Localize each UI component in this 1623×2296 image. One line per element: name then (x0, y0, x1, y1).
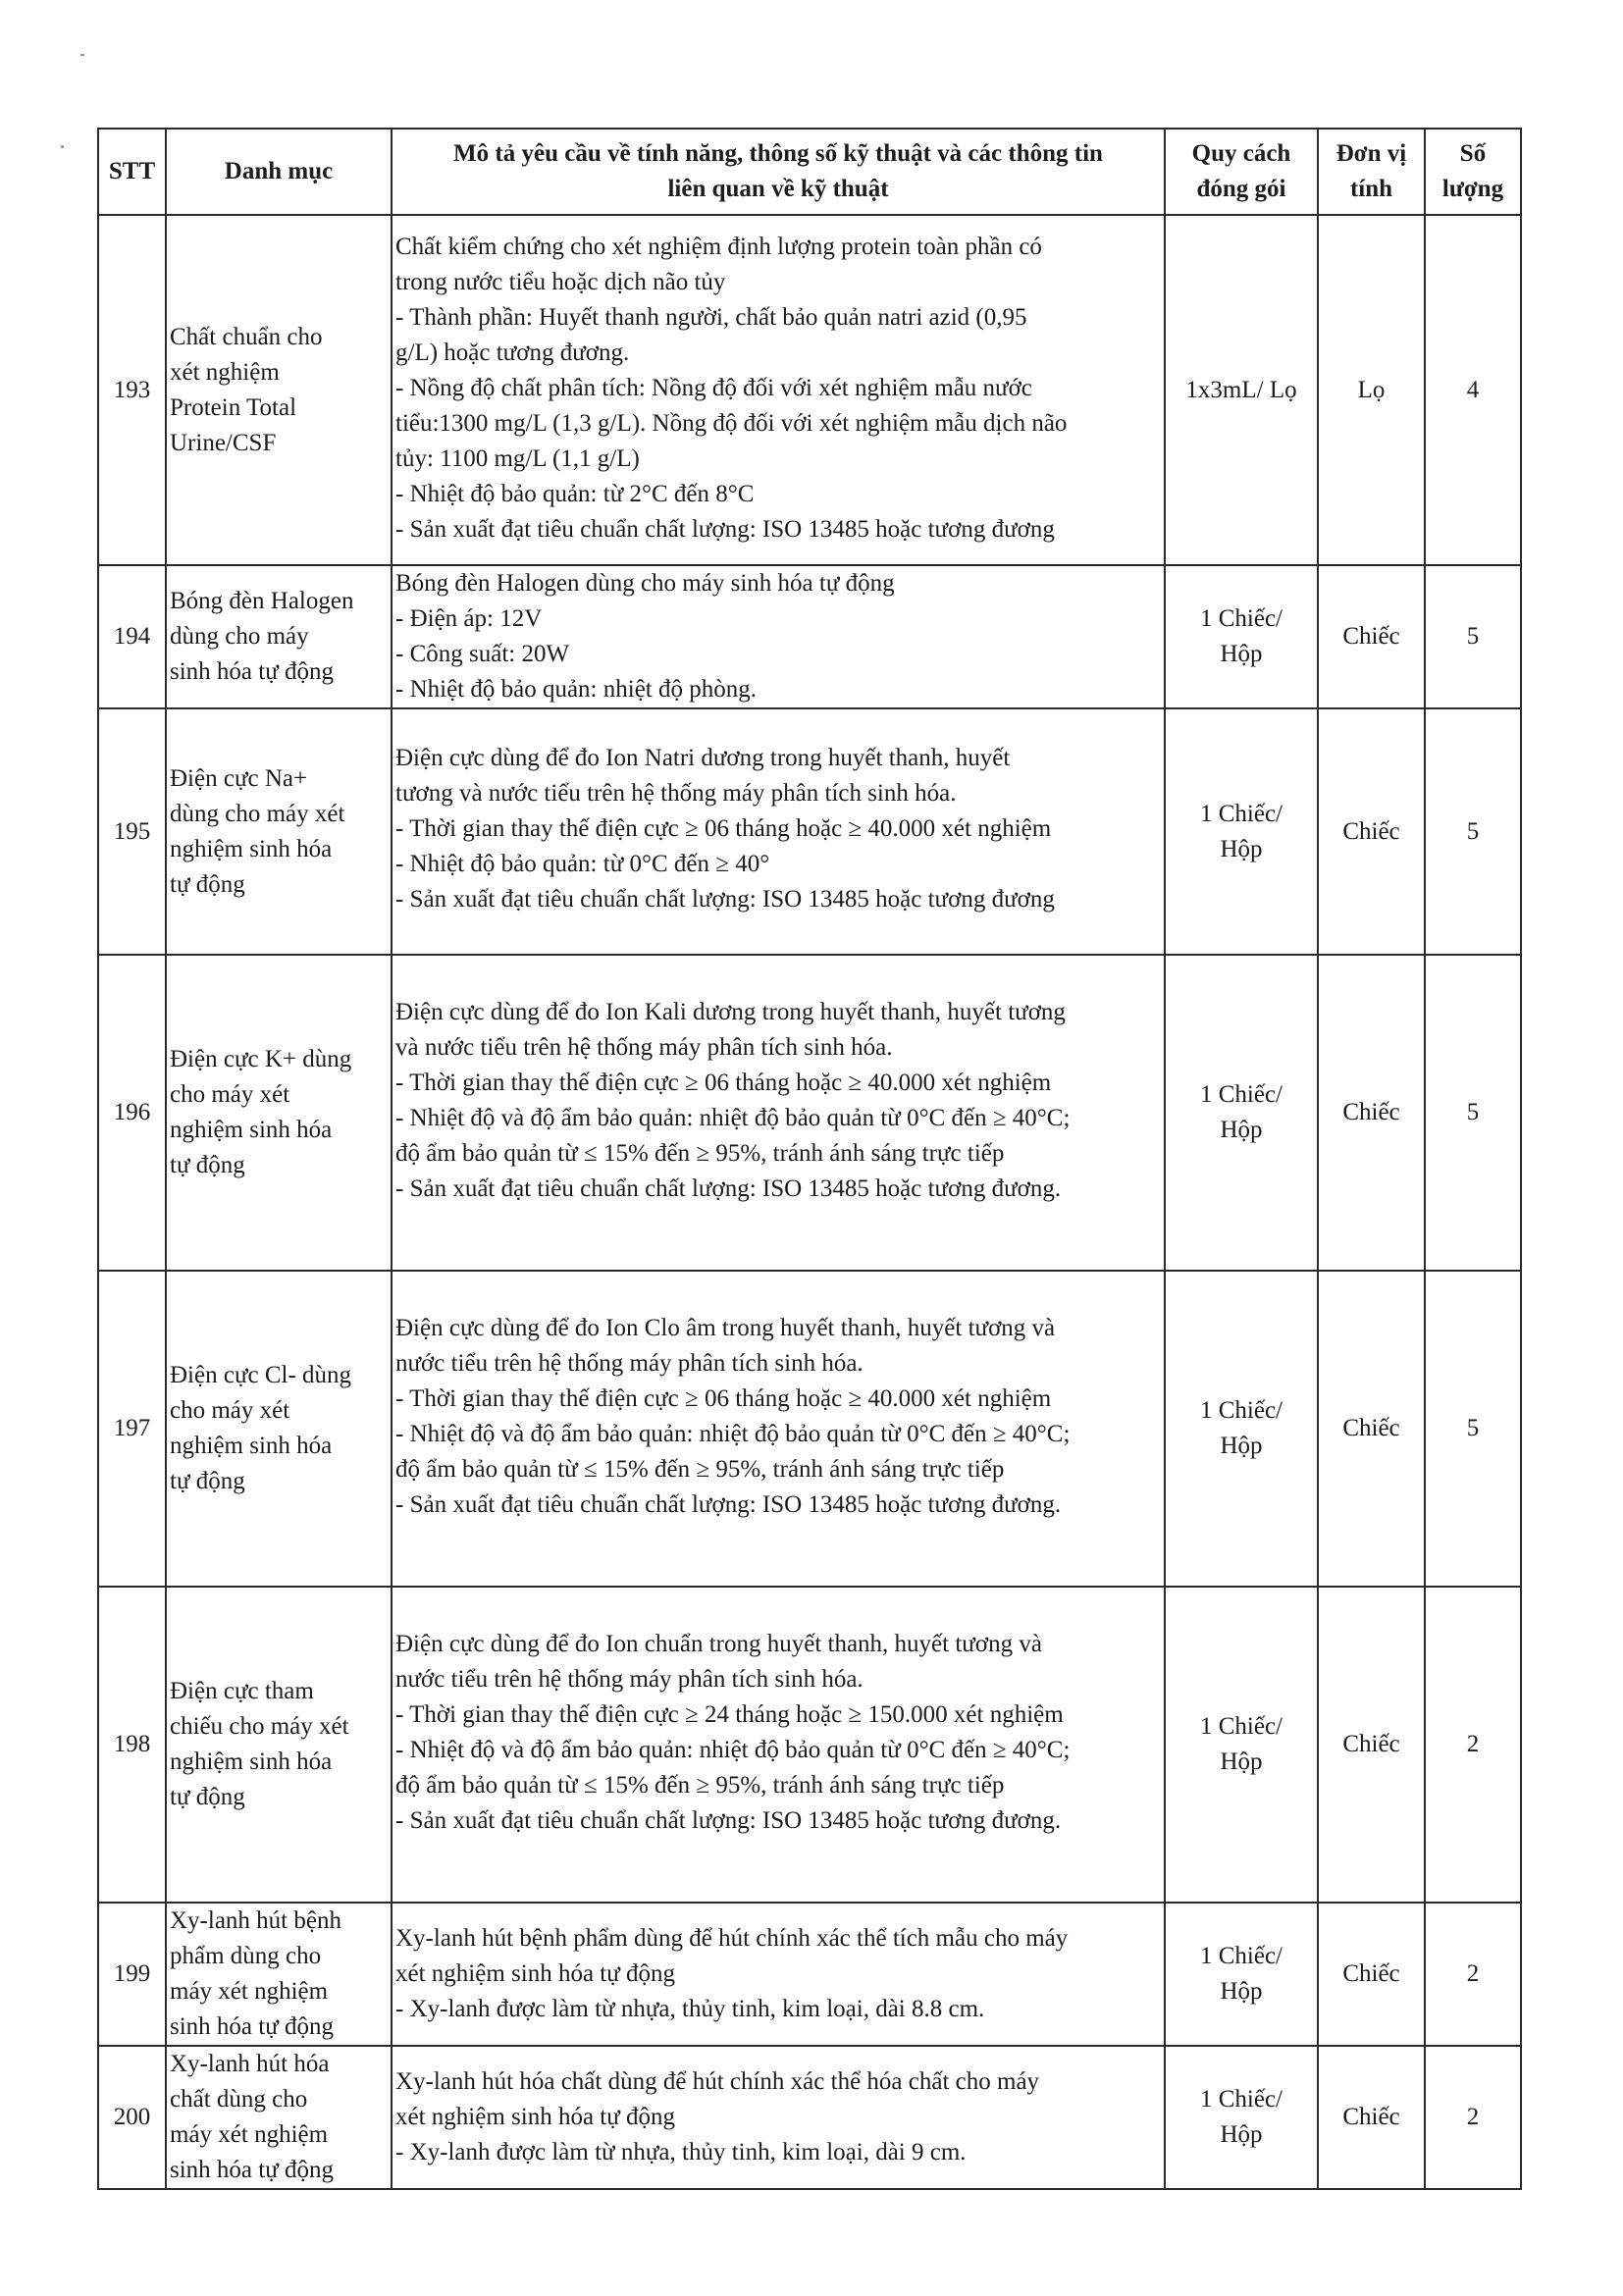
header-mo-ta: Mô tả yêu cầu về tính năng, thông số kỹ thuật và các thông tin liên quan về kỹ thuật (392, 129, 1165, 215)
packaging-cell: 1 Chiếc/ Hộp (1165, 708, 1318, 955)
scan-speck (61, 145, 64, 148)
table-row (98, 955, 1521, 1271)
header-row (98, 129, 1521, 215)
table-body (98, 215, 1521, 2189)
stt-cell: 198 (98, 1587, 166, 1903)
item-name-cell: Điện cực Cl- dùng cho máy xét nghiệm sinh hóa tự động (166, 1271, 392, 1587)
packaging-cell: 1x3mL/ Lọ (1165, 215, 1318, 565)
table-row (98, 1587, 1521, 1903)
unit-cell: Chiếc (1318, 1903, 1425, 2046)
unit-cell: Chiếc (1318, 2046, 1425, 2189)
table-row (98, 708, 1521, 955)
table-row (98, 2046, 1521, 2189)
description-cell: Xy-lanh hút bệnh phẩm dùng để hút chính xác thể tích mẫu cho máy xét nghiệm sinh hóa tự động - Xy-lanh được làm từ nhựa, thủy tinh, kim loại, dài 8.8 cm. (392, 1903, 1165, 2046)
quantity-cell: 5 (1425, 1271, 1521, 1587)
description-cell: Điện cực dùng để đo Ion chuẩn trong huyết thanh, huyết tương và nước tiểu trên hệ thống máy phân tích sinh hóa. - Thời gian thay thế điện cực ≥ 24 tháng hoặc ≥ 150.000 xét nghiệm - Nhiệt độ và độ ẩm bảo quản: nhiệt độ bảo quản từ 0°C đến ≥ 40°C; độ ẩm bảo quản từ ≤ 15% đến ≥ 95%, tránh ánh sáng trực tiếp - Sản xuất đạt tiêu chuẩn chất lượng: ISO 13485 hoặc tương đương. (392, 1587, 1165, 1903)
table-row (98, 565, 1521, 708)
quantity-cell: 5 (1425, 955, 1521, 1271)
header-danh-muc: Danh mục (166, 129, 392, 215)
packaging-cell: 1 Chiếc/ Hộp (1165, 1587, 1318, 1903)
stt-cell: 199 (98, 1903, 166, 2046)
packaging-cell: 1 Chiếc/ Hộp (1165, 1903, 1318, 2046)
stt-cell: 197 (98, 1271, 166, 1587)
description-cell: Điện cực dùng để đo Ion Clo âm trong huyết thanh, huyết tương và nước tiểu trên hệ thống máy phân tích sinh hóa. - Thời gian thay thế điện cực ≥ 06 tháng hoặc ≥ 40.000 xét nghiệm - Nhiệt độ và độ ẩm bảo quản: nhiệt độ bảo quản từ 0°C đến ≥ 40°C; độ ẩm bảo quản từ ≤ 15% đến ≥ 95%, tránh ánh sáng trực tiếp - Sản xuất đạt tiêu chuẩn chất lượng: ISO 13485 hoặc tương đương. (392, 1271, 1165, 1587)
item-name-cell: Xy-lanh hút hóa chất dùng cho máy xét nghiệm sinh hóa tự động (166, 2046, 392, 2189)
quantity-cell: 2 (1425, 1903, 1521, 2046)
quantity-cell: 2 (1425, 2046, 1521, 2189)
description-cell: Điện cực dùng để đo Ion Natri dương trong huyết thanh, huyết tương và nước tiểu trên hệ thống máy phân tích sinh hóa. - Thời gian thay thế điện cực ≥ 06 tháng hoặc ≥ 40.000 xét nghiệm - Nhiệt độ bảo quản: từ 0°C đến ≥ 40° - Sản xuất đạt tiêu chuẩn chất lượng: ISO 13485 hoặc tương đương (392, 708, 1165, 955)
quantity-cell: 5 (1425, 565, 1521, 708)
stt-cell: 194 (98, 565, 166, 708)
table-row (98, 215, 1521, 565)
unit-cell: Chiếc (1318, 708, 1425, 955)
description-cell: Điện cực dùng để đo Ion Kali dương trong huyết thanh, huyết tương và nước tiểu trên hệ thống máy phân tích sinh hóa. - Thời gian thay thế điện cực ≥ 06 tháng hoặc ≥ 40.000 xét nghiệm - Nhiệt độ và độ ẩm bảo quản: nhiệt độ bảo quản từ 0°C đến ≥ 40°C; độ ẩm bảo quản từ ≤ 15% đến ≥ 95%, tránh ánh sáng trực tiếp - Sản xuất đạt tiêu chuẩn chất lượng: ISO 13485 hoặc tương đương. (392, 955, 1165, 1271)
quantity-cell: 4 (1425, 215, 1521, 565)
unit-cell: Lọ (1318, 215, 1425, 565)
unit-cell: Chiếc (1318, 565, 1425, 708)
header-so-luong: Số lượng (1425, 129, 1521, 215)
specification-table (97, 128, 1522, 2190)
packaging-cell: 1 Chiếc/ Hộp (1165, 2046, 1318, 2189)
quantity-cell: 2 (1425, 1587, 1521, 1903)
header-don-vi: Đơn vị tính (1318, 129, 1425, 215)
item-name-cell: Chất chuẩn cho xét nghiệm Protein Total Urine/CSF (166, 215, 392, 565)
packaging-cell: 1 Chiếc/ Hộp (1165, 955, 1318, 1271)
unit-cell: Chiếc (1318, 1587, 1425, 1903)
stt-cell: 193 (98, 215, 166, 565)
description-cell: Bóng đèn Halogen dùng cho máy sinh hóa tự động - Điện áp: 12V - Công suất: 20W - Nhiệt độ bảo quản: nhiệt độ phòng. (392, 565, 1165, 708)
table-row (98, 1271, 1521, 1587)
quantity-cell: 5 (1425, 708, 1521, 955)
item-name-cell: Điện cực Na+ dùng cho máy xét nghiệm sinh hóa tự động (166, 708, 392, 955)
item-name-cell: Bóng đèn Halogen dùng cho máy sinh hóa tự động (166, 565, 392, 708)
scan-speck (80, 54, 84, 56)
table-row (98, 1903, 1521, 2046)
stt-cell: 196 (98, 955, 166, 1271)
item-name-cell: Xy-lanh hút bệnh phẩm dùng cho máy xét nghiệm sinh hóa tự động (166, 1903, 392, 2046)
packaging-cell: 1 Chiếc/ Hộp (1165, 565, 1318, 708)
stt-cell: 200 (98, 2046, 166, 2189)
packaging-cell: 1 Chiếc/ Hộp (1165, 1271, 1318, 1587)
stt-cell: 195 (98, 708, 166, 955)
description-cell: Chất kiểm chứng cho xét nghiệm định lượng protein toàn phần có trong nước tiểu hoặc dịch não tủy - Thành phần: Huyết thanh người, chất bảo quản natri azid (0,95 g/L) hoặc tương đương. - Nồng độ chất phân tích: Nồng độ đối với xét nghiệm mẫu nước tiểu:1300 mg/L (1,3 g/L). Nồng độ đối với xét nghiệm mẫu dịch não tủy: 1100 mg/L (1,1 g/L) - Nhiệt độ bảo quản: từ 2°C đến 8°C - Sản xuất đạt tiêu chuẩn chất lượng: ISO 13485 hoặc tương đương (392, 215, 1165, 565)
unit-cell: Chiếc (1318, 955, 1425, 1271)
header-stt: STT (98, 129, 166, 215)
item-name-cell: Điện cực K+ dùng cho máy xét nghiệm sinh hóa tự động (166, 955, 392, 1271)
item-name-cell: Điện cực tham chiếu cho máy xét nghiệm sinh hóa tự động (166, 1587, 392, 1903)
description-cell: Xy-lanh hút hóa chất dùng để hút chính xác thể hóa chất cho máy xét nghiệm sinh hóa tự động - Xy-lanh được làm từ nhựa, thủy tinh, kim loại, dài 9 cm. (392, 2046, 1165, 2189)
header-quy-cach: Quy cách đóng gói (1165, 129, 1318, 215)
unit-cell: Chiếc (1318, 1271, 1425, 1587)
